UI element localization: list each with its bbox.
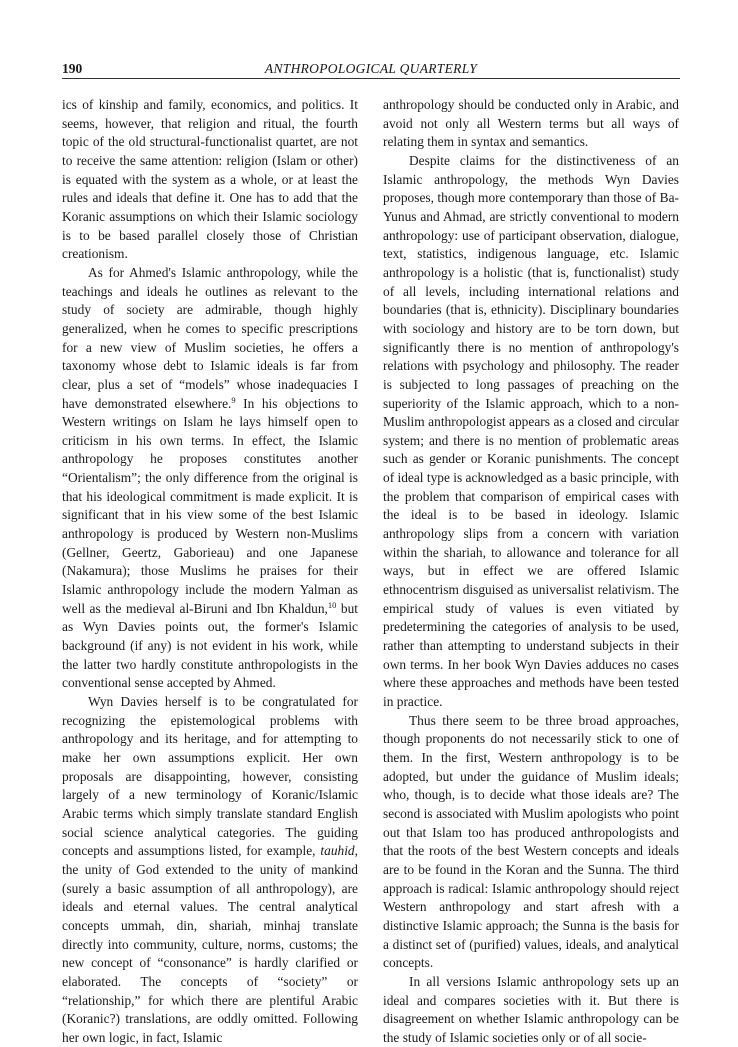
italic-term: tauhid: [320, 843, 355, 859]
header-rule: [62, 78, 680, 79]
paragraph-text: As for Ahmed's Islamic anthropology, while the teachings and ideals he outlines as relevant to the study of society are admirable, though highly generalized, when he comes to specific prescriptions for a new view of Muslim societies, he offers a taxonomy whose debt to Islamic ideals is far from clear, plus a set of “models” whose inadequacies I have demonstrated elsewhere.: [62, 264, 358, 411]
paragraph-text: but as Wyn Davies points out, the former's Islamic background (if any) is not evident in his work, while the latter two hardly constitute anthropologists in the conventional sense accepted by Ahmed.: [62, 600, 358, 691]
footnote-ref: 10: [327, 599, 337, 610]
paragraph-text: In his objections to Western writings on Islam he lays himself open to criticism in his own terms. In effect, the Islamic anthropology he proposes constitutes another “Orientalism”; the only difference from the original is that his ideological commitment is made explicit. It is significant that in his view some of the best Islamic anthropology is produced by Western non-Muslims (Gellner, Geertz, Gaborieau) and one Japanese (Nakamura); those Muslims he praises for their Islamic anthropology include the modern Yalman as well as the medieval al-Biruni and Ibn Khaldun,: [62, 395, 358, 616]
paragraph: [62, 693, 358, 1047]
right-column: [383, 96, 679, 1047]
running-header: [62, 60, 680, 78]
page-number: 190: [62, 61, 83, 76]
paragraph-text: , the unity of God extended to the unity of mankind (surely a basic assumption of all anthropology), are ideals and eternal values. The central analytical concepts ummah, din, shariah, minhaj translate directly into community, culture, norms, customs; the new concept of “consonance” is hardly clarified or elaborated. The concepts of “society” or “relationship,” for which there are plentiful Arabic (Koranic?) translations, are oddly omitted. Following her own logic, in fact, Islamic: [62, 843, 358, 1045]
paragraph: Thus there seem to be three broad approaches, though proponents do not necessarily stick to one of them. In the first, Western anthropology is to be adopted, but under the guidance of Muslim ideals; who, though, is to decide what those ideals are? The second is associated with Muslim apologists who point out that Islam too has produced anthropologists and that the roots of the best Western concepts and ideals are to be found in the Koran and the Sunna. The third approach is radical: Islamic anthropology should reject Western anthropology and start afresh with a distinctive Islamic approach; the Sunna is the basis for a distinct set of (purified) values, ideals, and analytical concepts.: [383, 712, 679, 971]
paragraph: In all versions Islamic anthropology sets up an ideal and compares societies with it. But there is disagreement on whether Islamic anthropology can be the study of Islamic societies only or of all socie-: [383, 973, 679, 1045]
footnote-ref: 9: [231, 394, 236, 405]
paragraph: Despite claims for the distinctiveness of an Islamic anthropology, the methods Wyn Davies proposes, though more contemporary than those of Ba-Yunus and Ahmad, are strictly conventional to modern anthropology: use of participant observation, dialogue, text, statistics, indigenous language, etc. Islamic anthropology is a holistic (that is, functionalist) study of all levels, including international relations and boundaries (that is, ethnicity). Disciplinary boundaries with sociology and history are to be torn down, but significantly there is no mention of anthropology's relations with psychology and philosophy. The reader is subjected to long passages of preaching on the superiority of the Islamic approach, which to a non-Muslim anthropologist appears as a closed and circular system; and there is no mention of problematic areas such as gender or Koranic punishments. The concept of ideal type is acknowledged as a basic principle, with the problem that comparison of empirical cases with the ideal is to be based in ideology. Islamic anthropology slips from a concern with variation within the shariah, to allowance and tolerance for all ways, but in effect we are offered Islamic ethnocentrism disguised as universalist relativism. The empirical study of values is even vitiated by predetermining the categories of analysis to be used, rather than attempting to understand subjects in their own terms. In her book Wyn Davies adduces no cases where these approaches and methods have been tested in practice.: [383, 152, 679, 709]
left-column: [62, 96, 358, 1047]
paragraph: [62, 264, 358, 693]
journal-title: ANTHROPOLOGICAL QUARTERLY: [264, 61, 478, 76]
paragraph: ics of kinship and family, economics, and politics. It seems, however, that religion and ritual, the fourth topic of the old structural-functionalist quartet, are not to receive the same attention: religion (Islam or other) is equated with the system as a whole, or at least the rules and ideals that define it. One has to add that the Koranic assumptions on which their Islamic sociology is to be based parallel closely those of Christian creationism.: [62, 97, 358, 262]
paragraph: anthropology should be conducted only in Arabic, and avoid not only all Western terms but all ways of relating them in syntax and semantics.: [383, 97, 679, 150]
paragraph-text: Wyn Davies herself is to be congratulated for recognizing the epistemological problems with anthropology and its heritage, and for attempting to make her own assumptions explicit. Her own proposals are disappointing, however, consisting largely of a new terminology of Koranic/Islamic Arabic terms which simply translate standard English social science analytical categories. The guiding concepts and assumptions listed, for example,: [62, 694, 358, 859]
